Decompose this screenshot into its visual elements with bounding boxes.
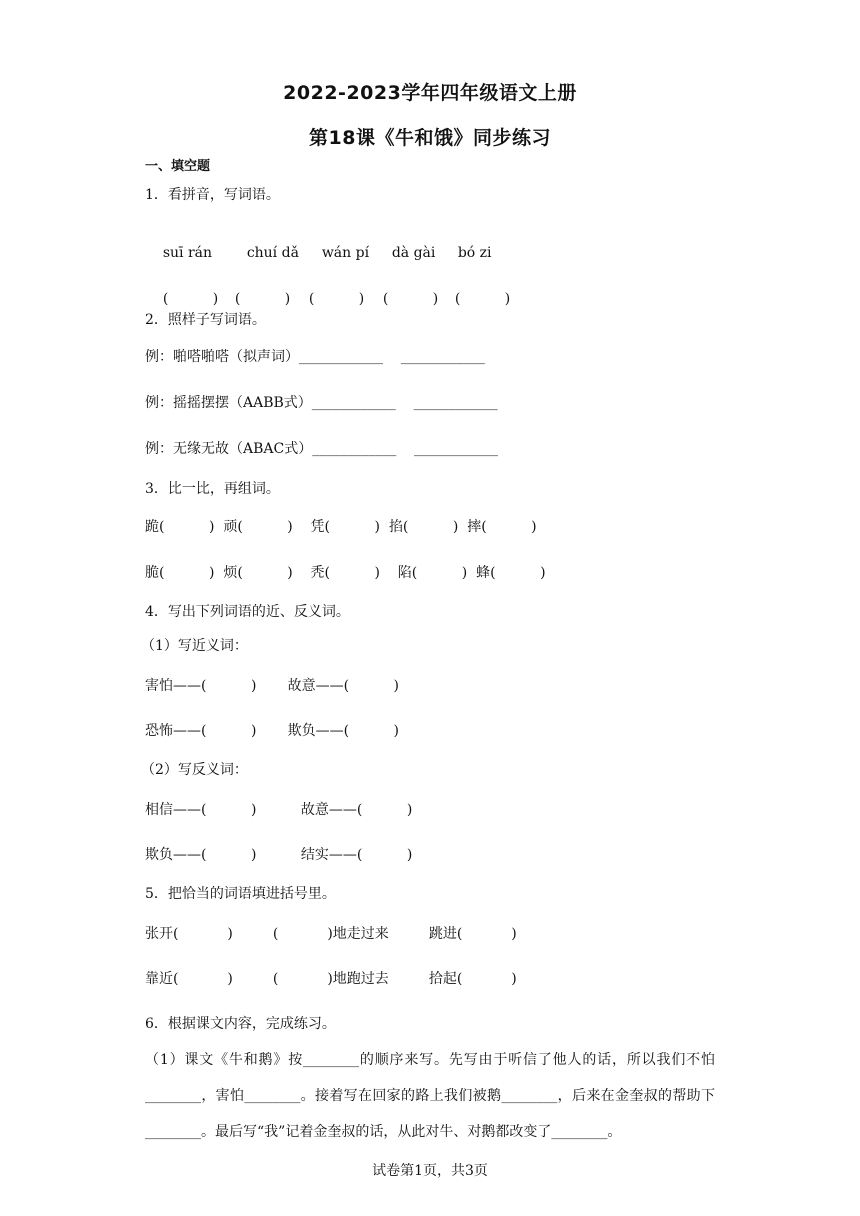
pinyin-item: wán pí <box>321 245 370 261</box>
pinyin-item: chuí dǎ <box>246 245 299 261</box>
pinyin-item: bó zi <box>457 245 492 261</box>
synonym-row[interactable]: 恐怖——( ) 欺负——( ) <box>145 723 400 739</box>
sub-question-label: （2）写反义词： <box>141 762 248 778</box>
example-label[interactable]: 例：无缘无故（ABAC式）____________ <box>145 441 397 457</box>
page-title: 2022-2023学年四年级语文上册 <box>283 82 577 104</box>
page-footer: 试卷第1页，共3页 <box>372 1163 488 1179</box>
example-row <box>145 394 498 412</box>
section-heading: 一、填空题 <box>145 159 211 174</box>
fill-row[interactable]: 张开( ) ( )地走过来 跳进( ) <box>145 926 517 942</box>
answer-blank[interactable]: ____________ <box>414 441 499 457</box>
answer-blank[interactable]: ____________ <box>400 349 485 365</box>
question-1-stem: 1．看拼音，写词语。 <box>145 187 280 203</box>
question-6-stem: 6．根据课文内容，完成练习。 <box>145 1016 336 1032</box>
example-label[interactable]: 例：摇摇摆摆（AABB式）____________ <box>145 395 396 411</box>
page-subtitle: 第18课《牛和饿》同步练习 <box>309 127 551 149</box>
fill-row[interactable]: 靠近( ) ( )地跑过去 拾起( ) <box>145 971 517 987</box>
reading-paragraph[interactable]: （1）课文《牛和鹅》按________的顺序来写。先写由于听信了他人的话，所以我们不怕________，害怕________。接着写在回家的路上我们被鹅________，后来在金奎叔的帮助下________。最后写“我”记着金奎叔的话，从此对牛、对鹅都改变了________。 <box>145 1052 715 1140</box>
answer-blank[interactable]: ( ) <box>382 291 439 307</box>
example-row <box>145 440 498 458</box>
pinyin-item: dà gài <box>391 245 436 261</box>
question-4-stem: 4．写出下列词语的近、反义词。 <box>145 604 350 620</box>
compare-row[interactable]: 跪( ) 顽( ) 凭( ) 掐( ) 摔( ) <box>145 519 537 535</box>
question-2-stem: 2．照样子写词语。 <box>145 312 266 328</box>
answer-blank[interactable]: ____________ <box>413 395 498 411</box>
answer-blank[interactable]: ( ) <box>162 291 219 307</box>
example-label[interactable]: 例：啪嗒啪嗒（拟声词）____________ <box>145 349 383 365</box>
answer-blank[interactable]: ( ) <box>454 291 511 307</box>
answer-blank[interactable]: ( ) <box>234 291 291 307</box>
pinyin-item: suī rán <box>162 245 212 261</box>
answer-blank[interactable]: ( ) <box>308 291 365 307</box>
question-5-stem: 5．把恰当的词语填进括号里。 <box>145 886 336 902</box>
synonym-row[interactable]: 害怕——( ) 故意——( ) <box>145 678 400 694</box>
question-3-stem: 3．比一比，再组词。 <box>145 481 280 497</box>
compare-row[interactable]: 脆( ) 烦( ) 秃( ) 陷( ) 蜂( ) <box>145 565 546 581</box>
antonym-row[interactable]: 欺负——( ) 结实——( ) <box>145 847 413 863</box>
sub-question-label: （1）写近义词： <box>141 638 248 654</box>
example-row <box>145 348 485 366</box>
antonym-row[interactable]: 相信——( ) 故意——( ) <box>145 802 413 818</box>
